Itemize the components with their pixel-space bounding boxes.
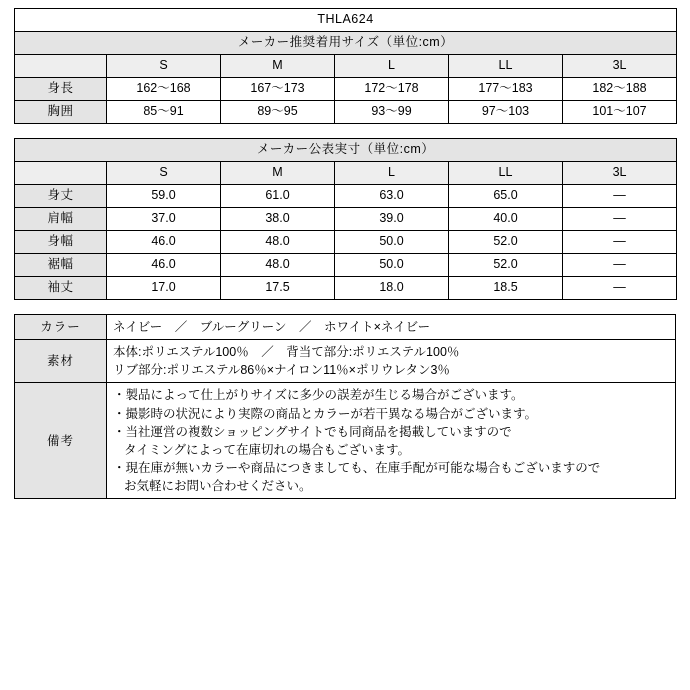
- material-line-2: リブ部分:ポリエステル86％×ナイロン11％×ポリウレタン3％: [113, 363, 450, 378]
- note-item: ・撮影時の状況により実際の商品とカラーが若干異なる場合がございます。: [113, 406, 538, 421]
- recommended-size-title-row: [15, 32, 677, 55]
- chest-3l: 101〜107: [563, 101, 677, 124]
- height-s: 162〜168: [107, 78, 221, 101]
- header2-size-3l: 3L: [563, 162, 677, 185]
- table-gap-2: [14, 300, 676, 314]
- body-width-m: 48.0: [221, 231, 335, 254]
- note-item: タイミングによって在庫切れの場合もございます。: [124, 442, 411, 457]
- body-length-m: 61.0: [221, 185, 335, 208]
- table-row: [15, 185, 677, 208]
- sleeve-length-l: 18.0: [335, 277, 449, 300]
- row-label-height: 身長: [15, 78, 107, 101]
- header-size-3l: 3L: [563, 55, 677, 78]
- header2-size-ll: LL: [449, 162, 563, 185]
- height-ll: 177〜183: [449, 78, 563, 101]
- color-value: ネイビー ／ ブルーグリーン ／ ホワイト×ネイビー: [107, 315, 676, 340]
- sleeve-length-m: 17.5: [221, 277, 335, 300]
- header-blank-2: [15, 162, 107, 185]
- actual-measurements-header-row: [15, 162, 677, 185]
- height-m: 167〜173: [221, 78, 335, 101]
- height-3l: 182〜188: [563, 78, 677, 101]
- body-width-3l: —: [563, 231, 677, 254]
- shoulder-width-m: 38.0: [221, 208, 335, 231]
- header2-size-l: L: [335, 162, 449, 185]
- material-row: [15, 340, 676, 383]
- table-row: [15, 78, 677, 101]
- table-row: [15, 254, 677, 277]
- table-row: [15, 101, 677, 124]
- hem-width-l: 50.0: [335, 254, 449, 277]
- hem-width-ll: 52.0: [449, 254, 563, 277]
- sleeve-length-ll: 18.5: [449, 277, 563, 300]
- hem-width-s: 46.0: [107, 254, 221, 277]
- actual-measurements-title-row: [15, 139, 677, 162]
- note-item: ・現在庫が無いカラーや商品につきましても、在庫手配が可能な場合もございますので: [113, 460, 601, 475]
- chest-l: 93〜99: [335, 101, 449, 124]
- row-label-chest: 胸囲: [15, 101, 107, 124]
- row-label-body-width: 身幅: [15, 231, 107, 254]
- model-number-row: [15, 9, 677, 32]
- notes-value: [107, 383, 676, 499]
- row-label-hem-width: 裾幅: [15, 254, 107, 277]
- material-label: 素材: [15, 340, 107, 383]
- table-row: [15, 231, 677, 254]
- body-length-3l: —: [563, 185, 677, 208]
- model-number: THLA624: [15, 9, 677, 32]
- header-blank: [15, 55, 107, 78]
- hem-width-m: 48.0: [221, 254, 335, 277]
- body-length-s: 59.0: [107, 185, 221, 208]
- notes-row: [15, 383, 676, 499]
- body-width-ll: 52.0: [449, 231, 563, 254]
- row-label-body-length: 身丈: [15, 185, 107, 208]
- table-row: [15, 208, 677, 231]
- header2-size-m: M: [221, 162, 335, 185]
- sleeve-length-s: 17.0: [107, 277, 221, 300]
- recommended-size-header-row: [15, 55, 677, 78]
- body-length-l: 63.0: [335, 185, 449, 208]
- header-size-ll: LL: [449, 55, 563, 78]
- row-label-shoulder-width: 肩幅: [15, 208, 107, 231]
- table-gap-1: [14, 124, 676, 138]
- header2-size-s: S: [107, 162, 221, 185]
- actual-measurements-title: メーカー公表実寸（単位:cm）: [15, 139, 677, 162]
- note-item: ・当社運営の複数ショッピングサイトでも同商品を掲載していますので: [113, 424, 512, 439]
- shoulder-width-l: 39.0: [335, 208, 449, 231]
- shoulder-width-3l: —: [563, 208, 677, 231]
- recommended-size-table: [14, 8, 677, 124]
- chest-m: 89〜95: [221, 101, 335, 124]
- recommended-size-title: メーカー推奨着用サイズ（単位:cm）: [15, 32, 677, 55]
- header-size-m: M: [221, 55, 335, 78]
- row-label-sleeve-length: 袖丈: [15, 277, 107, 300]
- body-width-s: 46.0: [107, 231, 221, 254]
- material-value: [107, 340, 676, 383]
- actual-measurements-table: [14, 138, 677, 300]
- header-size-l: L: [335, 55, 449, 78]
- notes-label: 備考: [15, 383, 107, 499]
- note-item: ・製品によって仕上がりサイズに多少の誤差が生じる場合がございます。: [113, 388, 524, 403]
- sleeve-length-3l: —: [563, 277, 677, 300]
- hem-width-3l: —: [563, 254, 677, 277]
- shoulder-width-ll: 40.0: [449, 208, 563, 231]
- table-row: [15, 277, 677, 300]
- color-label: カラー: [15, 315, 107, 340]
- chest-s: 85〜91: [107, 101, 221, 124]
- header-size-s: S: [107, 55, 221, 78]
- body-width-l: 50.0: [335, 231, 449, 254]
- material-line-1: 本体:ポリエステル100％ ／ 背当て部分:ポリエステル100％: [113, 345, 460, 360]
- height-l: 172〜178: [335, 78, 449, 101]
- chest-ll: 97〜103: [449, 101, 563, 124]
- shoulder-width-s: 37.0: [107, 208, 221, 231]
- note-item: お気軽にお問い合わせください。: [124, 479, 312, 493]
- product-info-table: [14, 314, 676, 499]
- color-row: [15, 315, 676, 340]
- body-length-ll: 65.0: [449, 185, 563, 208]
